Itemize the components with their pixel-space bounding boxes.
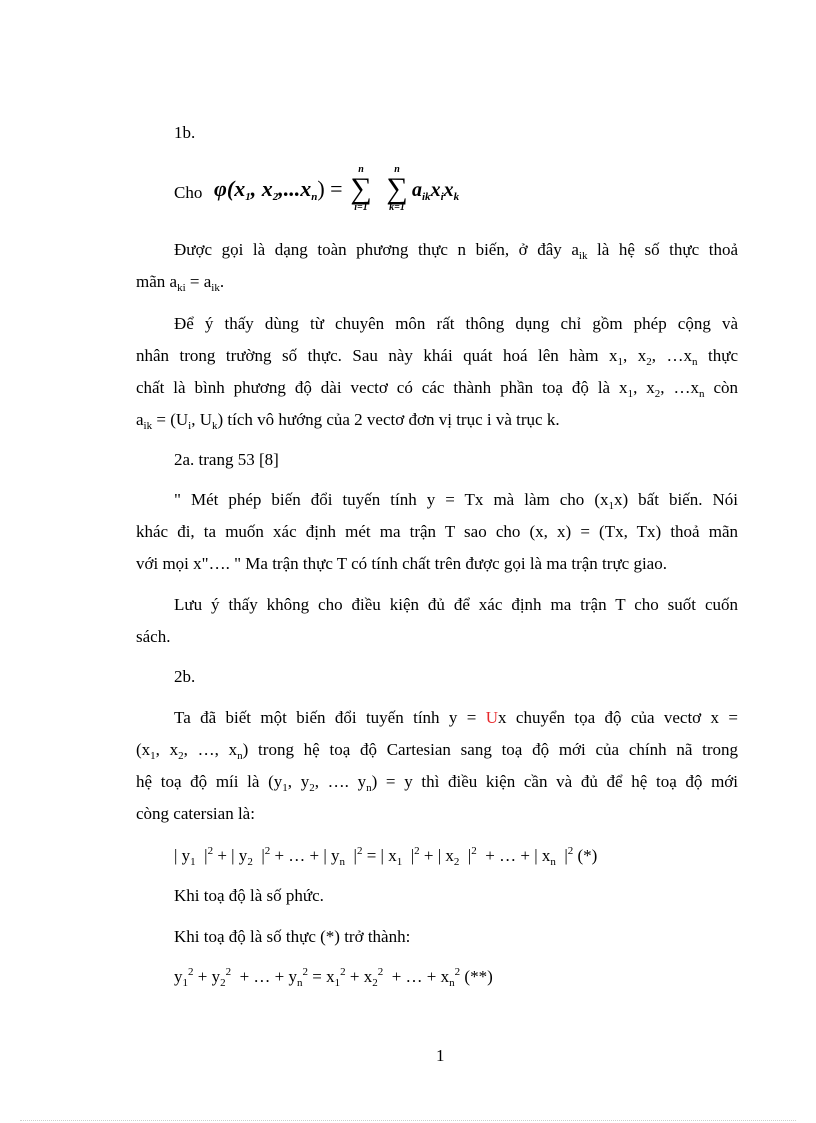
p5-line2: ($x_1$, $x_2$, …, $x_n$) trong hệ toạ độ Cartesian sang toạ độ mới của chính nã trong [136,740,739,762]
p3-line3: với mọi x"…. " Ma trận thực T có tính chất trên được gọi là ma trận trực giao. [136,554,667,573]
heading-2b: 2b. [174,667,196,686]
p2-line4: $a_{ik} = (U_i$, $U_k$) tích vô hướng của 2 vectơ đơn vị trục i và trục k. [136,410,560,432]
formula-lhs: $\varphi(x_1$, $x_2,...x_n$) = [214,176,343,203]
sum-i: n ∑ i=1 [350,164,372,213]
p2-line1: Để ý thấy dùng từ chuyên môn rất thông dụng chỉ gồm phép cộng và [174,314,738,333]
line-real: Khi toạ độ là số thực (*) trở thành: [174,927,411,946]
page-number: 1 [436,1046,445,1065]
quadratic-form-formula [174,165,494,221]
equation-star: | $y_1$ $|^2$ + | $y_2$ $|^2$ + … + | $y_n$ $|^2$ = | $x_1$ $|^2$ + | $x_2$ $|^2$ + … + | $x_n$ $|^2$ (*) [174,845,598,868]
heading-1b: 1b. [174,123,196,142]
p3-line2: khác đi, ta muốn xác định mét ma trận T sao cho (x, x) = (Tx, Tx) thoả mãn [136,522,738,541]
page-bottom-divider [20,1120,796,1121]
formula-term: $a_{ik}x_ix_k$ [412,179,460,203]
heading-2a: 2a. trang 53 [8] [174,450,279,469]
p2-line3: chất là bình phương độ dài vectơ có các thành phần toạ độ là $x_1$, $x_2$, $\dots x_n$ còn [136,378,739,400]
p4-line1: Lưu ý thấy không cho điều kiện đủ để xác định ma trận T cho suốt cuốn [174,595,738,614]
line-complex: Khi toạ độ là số phức. [174,886,324,905]
p5-line4: còng catersian là: [136,804,255,823]
p4-line2: sách. [136,627,171,646]
p5-line3: hệ toạ độ míi là ($y_1$, $y_2$, …. $y_n) = y$ thì điều kiện cần và đủ để hệ toạ độ mới [136,772,739,794]
p2-line2: nhân trong trường số thực. Sau này khái quát hoá lên hàm $x_1$, $x_2$, $\dots x_n$ thực [136,346,739,368]
p1-line1: Được gọi là dạng toàn phương thực n biến, ở đây $a_{ik}$ là hệ số thực thoả [174,240,738,262]
formula-cho: Cho [174,183,203,202]
p3-line1: " Mét phép biến đổi tuyến tính y = Tx mà làm cho $(x_1x)$ bất biến. Nói [174,490,738,512]
p1-line2: mãn $a_{ki} = a_{ik}$. [136,272,225,294]
equation-double-star: $y_1^2 + y_2^2$ + … + $y_n^2 = x_1^2 + x_2^2$ + … + $x_n^2$ (**) [174,966,493,989]
p5-line1: Ta đã biết một biến đổi tuyến tính y = Ux chuyển tọa độ của vectơ x = [174,708,739,727]
sum-k: n ∑ k=1 [386,164,408,213]
